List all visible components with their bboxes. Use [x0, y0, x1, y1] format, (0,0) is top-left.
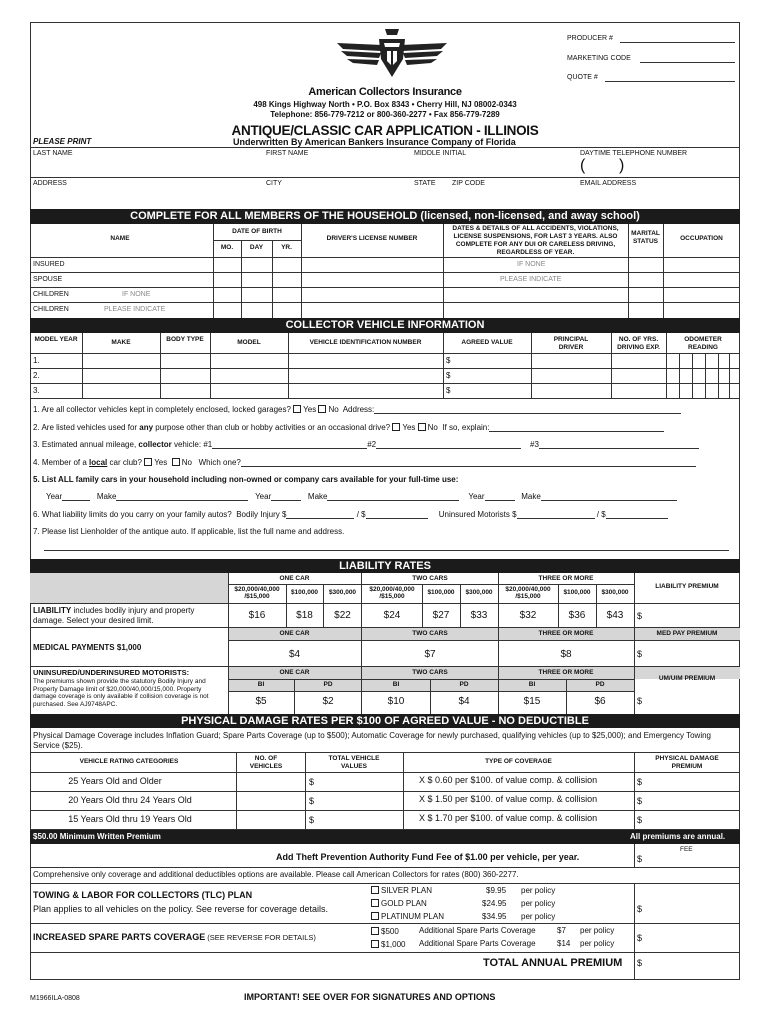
- spare-premium-dollar: $: [637, 933, 643, 943]
- vin-col-header: VEHICLE IDENTIFICATION NUMBER: [309, 339, 422, 346]
- mileage-2-field[interactable]: [376, 448, 521, 449]
- vehicle-row-3: 3.: [33, 386, 40, 395]
- liab-limit-2c: $300,000: [465, 589, 493, 596]
- liab-limit-1b: $100,000: [290, 589, 319, 596]
- liab-rate-5: $27: [432, 610, 450, 621]
- company-phone: Telephone: 856-779-7212 or 800-360-2277 • Fax 856-779-7289: [270, 110, 500, 119]
- liab-rate-9: $43: [606, 610, 624, 621]
- spare-500-checkbox[interactable]: [371, 927, 379, 935]
- daytime-phone-label: DAYTIME TELEPHONE NUMBER: [580, 150, 688, 157]
- um-premium-header: UM/UIM PREMIUM: [658, 675, 716, 682]
- med-three-more-header: THREE OR MORE: [538, 630, 594, 637]
- address-label: ADDRESS: [33, 180, 67, 187]
- liab-rate-8: $36: [568, 610, 586, 621]
- spare-500-label: Additional Spare Parts Coverage: [419, 926, 536, 935]
- tlc-premium-dollar: $: [637, 904, 643, 914]
- q2-explain-field[interactable]: [489, 431, 664, 432]
- page-title: ANTIQUE/CLASSIC CAR APPLICATION - ILLINOIS: [231, 123, 539, 138]
- um-note: The premiums shown provide the statutory Bodily Injury and Property Damage limit of $20,000/40,000/15,000. Property damage coverage is only available if collision coverage is not purchased. See AJ9748APC.: [33, 678, 209, 708]
- household-section-header: COMPLETE FOR ALL MEMBERS OF THE HOUSEHOLD (licensed, non-licensed, and away school): [30, 209, 740, 224]
- physical-damage-note: Physical Damage Coverage includes Inflation Guard; Spare Parts Coverage (up to $500); Automatic Coverage for newly purchased, qualifying vehicles (up to $25,000); and Emergency Towing Service ($25).: [33, 731, 712, 750]
- spare-1000-option[interactable]: $1,000: [371, 940, 405, 949]
- spare-500-price: $7: [557, 926, 566, 935]
- q4-no-checkbox[interactable]: [172, 458, 180, 466]
- um-rate-6: $6: [594, 696, 606, 707]
- liability-premium-header: LIABILITY PREMIUM: [655, 583, 719, 590]
- q2-no-checkbox[interactable]: [418, 423, 426, 431]
- total-premium-label: TOTAL ANNUAL PREMIUM: [483, 957, 623, 969]
- quote-label: QUOTE #: [567, 74, 598, 81]
- company-name: American Collectors Insurance: [308, 86, 462, 98]
- silver-plan-per: per policy: [521, 886, 556, 895]
- club-name-field[interactable]: [241, 466, 696, 467]
- rate-row-3: X $ 1.70 per $100. of value comp. & collision: [419, 813, 598, 823]
- name-col-header: NAME: [110, 235, 130, 242]
- middle-initial-label: MIDDLE INITIAL: [414, 150, 467, 157]
- if-none-hint-2: IF NONE: [122, 291, 151, 298]
- values-dollar-1: $: [309, 777, 315, 787]
- tlc-description: Plan applies to all vehicles on the policy. See reverse for coverage details.: [33, 904, 328, 914]
- pd-premium-header: PHYSICAL DAMAGE PREMIUM: [655, 755, 719, 770]
- spare-1000-checkbox[interactable]: [371, 940, 379, 948]
- liab-rate-3: $22: [334, 610, 351, 621]
- tlc-title: TOWING & LABOR FOR COLLECTORS (TLC) PLAN: [33, 890, 253, 900]
- bodily-injury-field[interactable]: [286, 518, 354, 519]
- q1-no-checkbox[interactable]: [318, 405, 326, 413]
- um-rate-1: $5: [255, 696, 267, 707]
- spare-1000-price: $14: [557, 939, 571, 948]
- body-type-col-header: BODY TYPE: [166, 336, 204, 343]
- children-row-label-2: CHILDREN: [33, 306, 69, 313]
- agreed-value-dollar-2: $: [446, 371, 451, 380]
- state-label: STATE: [414, 180, 436, 187]
- platinum-plan-option[interactable]: PLATINUM PLAN: [371, 912, 444, 921]
- um-bi-2: BI: [392, 681, 400, 688]
- gold-plan-option[interactable]: GOLD PLAN: [371, 899, 427, 908]
- category-row-3: 15 Years Old thru 19 Years Old: [68, 814, 192, 824]
- producer-label: PRODUCER #: [567, 35, 613, 42]
- platinum-plan-checkbox[interactable]: [371, 912, 379, 920]
- um-premium-dollar: $: [637, 696, 643, 706]
- underwritten-by: Underwritten By American Bankers Insurance Company of Florida: [233, 137, 516, 147]
- med-rate-2: $7: [424, 649, 436, 660]
- spare-parts-title: INCREASED SPARE PARTS COVERAGE (SEE REVERSE FOR DETAILS): [33, 932, 316, 942]
- theft-fee-text: Add Theft Prevention Authority Fund Fee of $1.00 per vehicle, per year.: [276, 852, 580, 862]
- yr-col-header: YR.: [281, 244, 292, 251]
- vehicle-row-1: 1.: [33, 356, 40, 365]
- form-number: M1966ILA-0808: [30, 995, 80, 1002]
- model-year-col-header: MODEL YEAR: [34, 336, 78, 343]
- medpay-premium-header: MED PAY PREMIUM: [656, 630, 718, 637]
- liab-rate-4: $24: [383, 610, 401, 621]
- um-rate-5: $15: [523, 696, 541, 707]
- area-code-paren-close: ): [619, 157, 625, 174]
- q1-yes-checkbox[interactable]: [293, 405, 301, 413]
- physical-damage-section-header: PHYSICAL DAMAGE RATES PER $100 OF AGREED VALUE - NO DEDUCTIBLE: [30, 714, 740, 728]
- silver-plan-checkbox[interactable]: [371, 886, 379, 894]
- if-none-hint-1: IF NONE: [517, 261, 546, 268]
- gold-plan-per: per policy: [521, 899, 556, 908]
- um-rate-3: $10: [387, 696, 405, 707]
- um-two-cars-header: TWO CARS: [412, 669, 448, 676]
- liab-rate-7: $32: [519, 610, 537, 621]
- um-title: UNINSURED/UNDERINSURED MOTORISTS:: [33, 668, 190, 677]
- med-rate-1: $4: [288, 649, 301, 660]
- liability-description: LIABILITY includes bodily injury and property damage. Select your desired limit.: [33, 606, 195, 625]
- rating-categories-header: VEHICLE RATING CATEGORIES: [79, 758, 179, 765]
- total-premium-dollar: $: [637, 958, 643, 968]
- pd-premium-dollar-2: $: [637, 796, 643, 806]
- liab-three-more-header: THREE OR MORE: [538, 575, 594, 582]
- medical-payments-label: MEDICAL PAYMENTS $1,000: [33, 643, 142, 652]
- liab-limit-1c: $300,000: [328, 589, 357, 596]
- lienholder-line[interactable]: [44, 550, 729, 551]
- company-address: 498 Kings Highway North • P.O. Box 8343 • Cherry Hill, NJ 08002-0343: [253, 100, 517, 109]
- odometer-col-header: ODOMETER READING: [684, 336, 722, 351]
- spare-1000-per: per policy: [580, 939, 615, 948]
- liab-limit-3a: $20,000/40,000 /$15,000: [505, 586, 551, 600]
- values-dollar-3: $: [309, 815, 315, 825]
- um-pd-1: PD: [323, 681, 333, 688]
- signature-notice: IMPORTANT! SEE OVER FOR SIGNATURES AND OPTIONS: [244, 992, 496, 1002]
- minimum-premium: $50.00 Minimum Written Premium: [33, 832, 161, 841]
- total-values-header: TOTAL VEHICLE VALUES: [328, 755, 380, 770]
- please-print: PLEASE PRINT: [33, 137, 92, 146]
- question-2: 2. Are listed vehicles used for any purpose other than club or hobby activities or an occasional drive? Yes No If so, explain:: [33, 423, 664, 432]
- med-two-cars-header: TWO CARS: [412, 630, 448, 637]
- vehicle-section-header: COLLECTOR VEHICLE INFORMATION: [30, 318, 740, 333]
- q4-yes-checkbox[interactable]: [144, 458, 152, 466]
- license-col-header: DRIVER'S LICENSE NUMBER: [326, 235, 418, 242]
- mileage-3-field[interactable]: [539, 448, 699, 449]
- agreed-value-dollar-1: $: [446, 356, 451, 365]
- liab-rate-6: $33: [470, 610, 488, 621]
- silver-plan-price: $9.95: [486, 886, 507, 895]
- model-col-header: MODEL: [237, 339, 261, 346]
- med-one-car-header: ONE CAR: [279, 630, 310, 637]
- question-4: 4. Member of a local car club? Yes No Which one?: [33, 458, 696, 467]
- question-6: 6. What liability limits do you carry on your family autos? Bodily Injury $ / $ Uninsured Motorists $ / $: [33, 511, 668, 519]
- liab-two-cars-header: TWO CARS: [412, 575, 448, 582]
- gold-plan-checkbox[interactable]: [371, 899, 379, 907]
- um-pd-2: PD: [459, 681, 469, 688]
- please-indicate-hint-1: PLEASE INDICATE: [500, 276, 562, 283]
- agreed-value-dollar-3: $: [446, 386, 451, 395]
- silver-plan-option[interactable]: SILVER PLAN: [371, 886, 432, 895]
- um-rate-2: $2: [322, 696, 334, 707]
- um-rate-4: $4: [458, 696, 470, 707]
- liab-limit-2a: $20,000/40,000 /$15,000: [369, 586, 415, 600]
- liab-rate-2: $18: [296, 610, 313, 621]
- values-dollar-2: $: [309, 796, 315, 806]
- marketing-code-label: MARKETING CODE: [567, 55, 631, 62]
- rate-row-1: X $ 0.60 per $100. of value comp. & collision: [419, 775, 598, 785]
- vehicle-row-2: 2.: [33, 371, 40, 380]
- last-name-label: LAST NAME: [33, 150, 73, 157]
- uninsured-motorists-field[interactable]: [517, 518, 595, 519]
- comprehensive-note: Comprehensive only coverage and additional deductibles options are available. Please call American Collectors for rates (800) 360-2277.: [33, 870, 519, 879]
- accidents-col-header: DATES & DETAILS OF ALL ACCIDENTS, VIOLATIONS, LICENSE SUSPENSIONS, FOR LAST 3 YEARS. ALSO COMPLETE FOR ANY DUI OR CARELESS DRIVING, REGARDLESS OF YEAR.: [452, 225, 619, 256]
- producer-field[interactable]: [620, 42, 735, 43]
- fee-label: FEE: [680, 846, 693, 853]
- liability-section-header: LIABILITY RATES: [30, 559, 740, 573]
- spouse-row-label: SPOUSE: [33, 276, 63, 283]
- children-row-label-1: CHILDREN: [33, 291, 69, 298]
- platinum-plan-price: $34.95: [482, 912, 507, 921]
- mo-col-header: MO.: [220, 244, 234, 251]
- liab-one-car-header: ONE CAR: [279, 575, 310, 582]
- spare-1000-label: Additional Spare Parts Coverage: [419, 939, 536, 948]
- platinum-plan-per: per policy: [521, 912, 556, 921]
- occupation-col-header: OCCUPATION: [680, 235, 723, 242]
- marketing-code-field[interactable]: [640, 62, 735, 63]
- category-row-2: 20 Years Old thru 24 Years Old: [68, 795, 192, 805]
- pd-premium-dollar-1: $: [637, 777, 643, 787]
- principal-driver-col-header: PRINCIPAL DRIVER: [553, 336, 589, 351]
- med-rate-3: $8: [560, 649, 572, 660]
- spare-500-per: per policy: [580, 926, 615, 935]
- marital-col-header: MARITAL STATUS: [631, 230, 660, 245]
- rate-row-2: X $ 1.50 per $100. of value comp. & collision: [419, 794, 598, 804]
- um-bi-3: BI: [528, 681, 536, 688]
- family-cars-row: Year Make Year Make Year Make: [46, 493, 677, 501]
- area-code-paren-open: (: [580, 157, 586, 174]
- annual-premiums-note: All premiums are annual.: [630, 832, 726, 841]
- zip-label: ZIP CODE: [452, 180, 485, 187]
- category-row-1: 25 Years Old and Older: [68, 776, 162, 786]
- no-vehicles-header: NO. OF VEHICLES: [249, 755, 283, 770]
- q2-yes-checkbox[interactable]: [392, 423, 400, 431]
- um-one-car-header: ONE CAR: [279, 669, 310, 676]
- medpay-premium-dollar: $: [637, 649, 643, 659]
- first-name-label: FIRST NAME: [266, 150, 309, 157]
- mileage-1-field[interactable]: [212, 448, 367, 449]
- make-col-header: MAKE: [111, 339, 131, 346]
- day-col-header: DAY: [249, 244, 264, 251]
- question-1: 1. Are all collector vehicles kept in completely enclosed, locked garages? Yes No Address:: [33, 405, 681, 414]
- pd-premium-dollar-3: $: [637, 815, 643, 825]
- quote-field[interactable]: [605, 81, 735, 82]
- um-pd-3: PD: [595, 681, 605, 688]
- um-three-more-header: THREE OR MORE: [538, 669, 594, 676]
- please-indicate-hint-2: PLEASE INDICATE: [104, 306, 166, 313]
- liab-limit-3c: $300,000: [601, 589, 629, 596]
- type-coverage-header: TYPE OF COVERAGE: [485, 758, 552, 765]
- question-3: 3. Estimated annual mileage, collector vehicle: #1 #2 #3: [33, 441, 699, 449]
- liab-limit-2b: $100,000: [427, 589, 455, 596]
- agreed-value-col-header: AGREED VALUE: [461, 339, 513, 346]
- spare-500-option[interactable]: $500: [371, 927, 399, 936]
- insured-row-label: INSURED: [33, 261, 65, 268]
- eagle-logo-icon: [335, 25, 449, 83]
- question-5: 5. List ALL family cars in your household including non-owned or company cars available for your full-time use:: [33, 475, 459, 484]
- driving-exp-col-header: NO. OF YRS. DRIVING EXP.: [617, 336, 660, 351]
- liab-rate-1: $16: [248, 610, 266, 621]
- um-bi-1: BI: [257, 681, 265, 688]
- liability-premium-dollar: $: [637, 611, 643, 621]
- theft-fee-dollar: $: [637, 854, 643, 864]
- gold-plan-price: $24.95: [482, 899, 507, 908]
- question-7: 7. Please list Lienholder of the antique auto. If applicable, list the full name and address.: [33, 527, 345, 536]
- email-label: EMAIL ADDRESS: [580, 180, 637, 187]
- q1-address-field[interactable]: [374, 413, 681, 414]
- liab-limit-3b: $100,000: [563, 589, 591, 596]
- city-label: CITY: [266, 180, 282, 187]
- liab-limit-1a: $20,000/40,000 /$15,000: [234, 586, 280, 600]
- dob-col-header: DATE OF BIRTH: [232, 228, 282, 235]
